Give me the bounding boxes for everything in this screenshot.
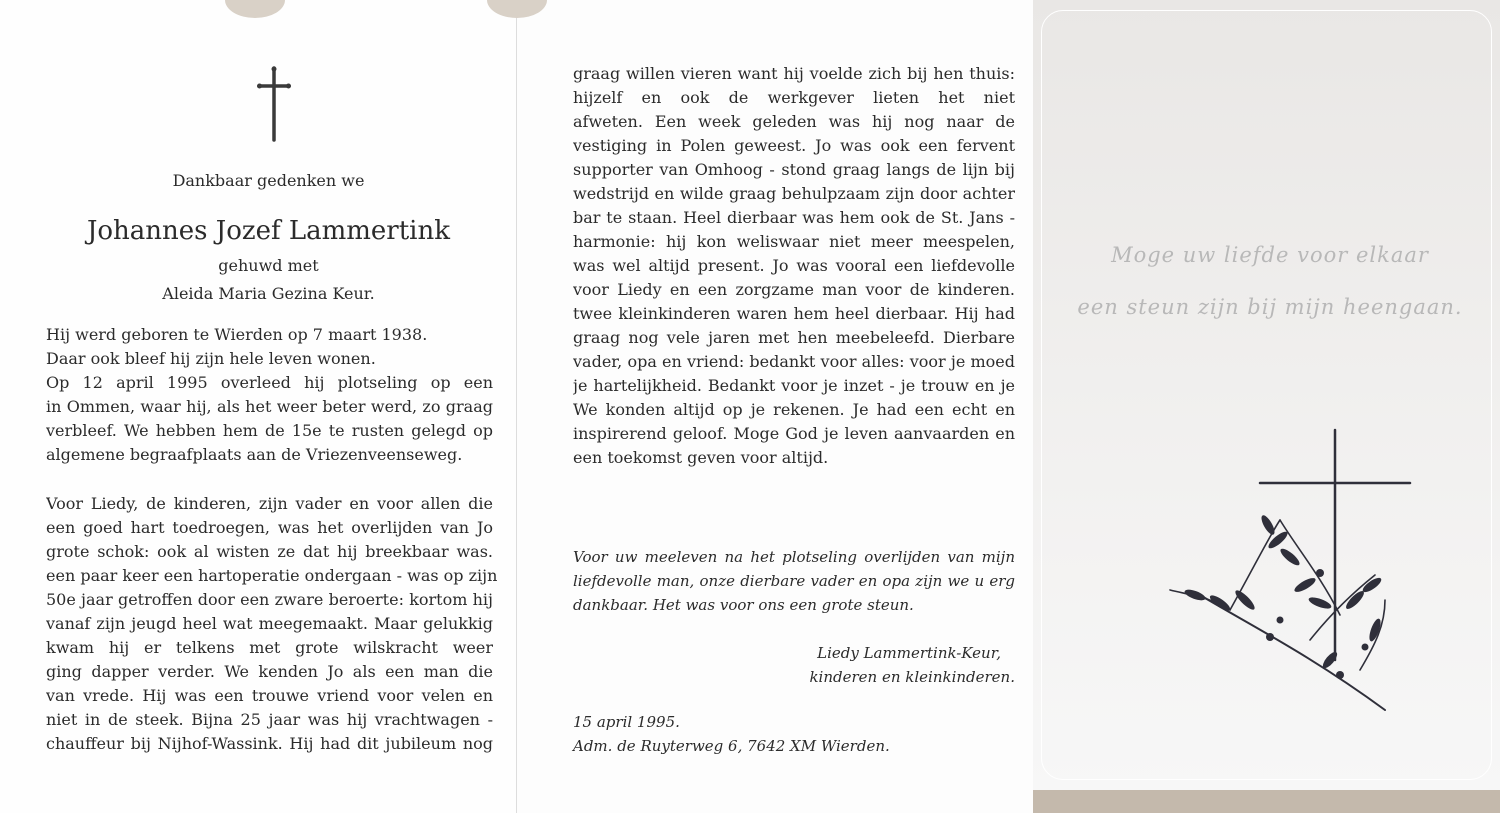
- text-line: Op 12 april 1995 overleed hij plotseling op een: [46, 373, 493, 392]
- intro-text: Dankbaar gedenken we: [172, 171, 365, 190]
- text-line: van vrede. Hij was een trouwe vriend voor velen en: [46, 686, 493, 705]
- text-line: ging dapper verder. We kenden Jo als een man die: [46, 662, 493, 681]
- text-line: harmonie: hij kon weliswaar niet meer meespelen,: [573, 232, 1015, 251]
- text-line: vader, opa en vriend: bedankt voor alles: voor je moed: [573, 352, 1015, 371]
- text-line: was wel altijd present. Jo was vooral een liefdevolle: [573, 256, 1015, 275]
- text-line: een toekomst geven voor altijd.: [573, 448, 829, 467]
- card-left-panel: [0, 0, 517, 813]
- text-line: liefdevolle man, onze dierbare vader en opa zijn we u erg: [573, 572, 1015, 590]
- text-line: dankbaar. Het was voor ons een grote steun.: [573, 596, 914, 614]
- text-line: twee kleinkinderen waren hem heel dierbaar. Hij had: [573, 304, 1015, 323]
- text-line: Voor uw meeleven na het plotseling overlijden van mijn: [573, 548, 1015, 566]
- text-line: vanaf zijn jeugd heel wat meegemaakt. Maar gelukkig: [46, 614, 493, 633]
- text-line: chauffeur bij Nijhof-Wassink. Hij had dit jubileum nog: [46, 734, 493, 753]
- text-line: vestiging in Polen geweest. Jo was ook een fervent: [573, 136, 1015, 155]
- biography-continued: [573, 62, 1015, 470]
- text-line: afweten. Een week geleden was hij nog naar de: [573, 112, 1015, 131]
- text-line: 50e jaar getroffen door een zware beroerte: kortom hij: [46, 590, 493, 609]
- married-label: gehuwd met: [218, 256, 319, 275]
- text-line: Hij werd geboren te Wierden op 7 maart 1938.: [46, 325, 428, 344]
- verse-line-2: een steun zijn bij mijn heengaan.: [1077, 295, 1463, 319]
- text-line: bar te staan. Heel dierbaar was hem ook de St. Jans -: [573, 208, 1015, 227]
- text-line: We konden altijd op je rekenen. Je had een echt en: [573, 400, 1015, 419]
- thanks-note: [573, 545, 1015, 617]
- text-line: graag nog vele jaren met hen meebeleefd. Dierbare: [573, 328, 1015, 347]
- cross-icon: [257, 66, 291, 142]
- text-line: kwam hij er telkens met grote wilskracht weer: [46, 638, 493, 657]
- text-line: grote schok: ook al wisten ze dat hij breekbaar was.: [46, 542, 493, 561]
- verse-line-1: Moge uw liefde voor elkaar: [1111, 243, 1429, 267]
- cross-with-branch-icon: [1160, 425, 1420, 715]
- text-line: supporter van Omhoog - stond graag langs de lijn bij: [573, 160, 1015, 179]
- text-line: Daar ook bleef hij zijn hele leven wonen.: [46, 349, 376, 368]
- text-line: graag willen vieren want hij voelde zich bij hen thuis:: [573, 64, 1015, 83]
- text-line: verbleef. We hebben hem de 15e te rusten gelegd op: [46, 421, 493, 440]
- date-address-block: [573, 710, 1015, 758]
- text-line: inspirerend geloof. Moge God je leven aanvaarden en: [573, 424, 1015, 443]
- card-notch: [225, 0, 285, 18]
- text-line: voor Liedy en een zorgzame man voor de kinderen.: [573, 280, 1015, 299]
- card-middle-panel: [517, 0, 1033, 813]
- text-line: Voor Liedy, de kinderen, zijn vader en voor allen die: [46, 494, 493, 513]
- biography-paragraph-1: [46, 323, 493, 467]
- address-text: Adm. de Ruyterweg 6, 7642 XM Wierden.: [573, 737, 890, 755]
- text-line: niet in de steek. Bijna 25 jaar was hij vrachtwagen -: [46, 710, 493, 729]
- deceased-name: Johannes Jozef Lammertink: [86, 216, 450, 246]
- text-line: een goed hart toedroegen, was het overlijden van Jo: [46, 518, 493, 537]
- spouse-name: Aleida Maria Gezina Keur.: [162, 284, 375, 303]
- text-line: je hartelijkheid. Bedankt voor je inzet - je trouw en je: [573, 376, 1015, 395]
- date-text: 15 april 1995.: [573, 713, 680, 731]
- background-band: [1033, 790, 1500, 813]
- signature-block: [757, 641, 1015, 689]
- signature-line: kinderen en kleinkinderen.: [809, 668, 1015, 686]
- text-line: algemene begraafplaats aan de Vriezenveenseweg.: [46, 445, 463, 464]
- signature-line: Liedy Lammertink-Keur,: [817, 644, 1001, 662]
- text-line: wedstrijd en wilde graag behulpzaam zijn door achter: [573, 184, 1015, 203]
- text-line: in Ommen, waar hij, als het weer beter werd, zo graag: [46, 397, 493, 416]
- text-line: hijzelf en ook de werkgever lieten het niet: [573, 88, 1015, 107]
- biography-paragraph-2: [46, 492, 498, 756]
- text-line: een paar keer een hartoperatie ondergaan - was op zijn: [46, 566, 498, 585]
